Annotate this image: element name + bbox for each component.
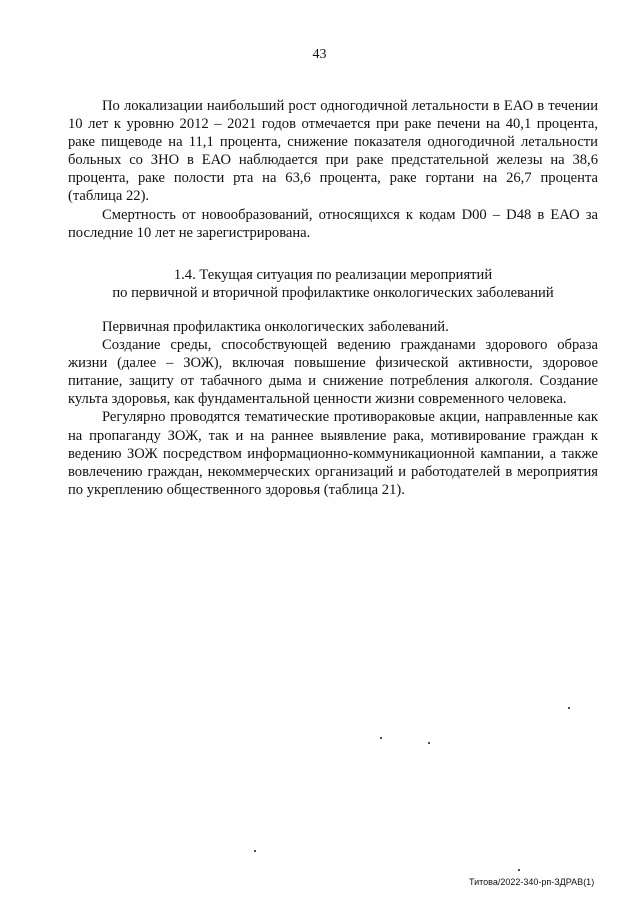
scan-speck [380, 737, 382, 739]
mortality-text-block [68, 97, 598, 242]
section-heading-line-2: по первичной и вторичной профилактике онкологических заболеваний [112, 285, 554, 302]
paragraph-d00-d48: Смертность от новообразований, относящихся к кодам D00 – D48 в ЕАО за последние 10 лет не зарегистрирована. [68, 206, 598, 241]
page-number: 43 [312, 47, 327, 62]
scan-speck [428, 742, 430, 744]
section-heading [68, 266, 598, 302]
document-registration-code: Титова/2022-340-рп-ЗДРАВ(1) [469, 877, 595, 887]
paragraph-primary-prevention: Первичная профилактика онкологических заболеваний. [102, 319, 449, 335]
prevention-text-block [68, 318, 598, 499]
scan-speck [254, 850, 256, 852]
paragraph-anticancer-actions: Регулярно проводятся тематические противораковые акции, направленные как на пропаганду ЗОЖ, так и на раннее выявление рака, мотивирование граждан к ведению ЗОЖ посредством информационно-коммуникационной кампании, а также вовлечению граждан, некоммерческих организаций и работодателей в мероприятия по укреплению общественного здоровья (таблица 21). [68, 409, 598, 498]
paragraph-healthy-environment: Создание среды, способствующей ведению гражданами здорового образа жизни (далее – ЗОЖ), включая повышение физической активности, здоровое питание, защиту от табачного дыма и снижение потребления алкоголя. Создание культа здоровья, как фундаментальной ценности жизни современного человека. [68, 337, 598, 408]
scan-speck [568, 707, 570, 709]
scan-speck [518, 869, 520, 871]
section-heading-line-1: 1.4. Текущая ситуация по реализации мероприятий [173, 267, 493, 283]
paragraph-lethality: По локализации наибольший рост одногодичной летальности в ЕАО в течении 10 лет к уровню 2012 – 2021 годов отмечается при раке печени на 40,1 процента, раке пищеводе на 11,1 процента, снижение показателя одногодичной летальности больных со ЗНО в ЕАО наблюдается при раке предстательной железы на 38,6 процента, раке полости рта на 63,6 процента, раке гортани на 26,7 процента (таблица 22). [68, 98, 598, 205]
